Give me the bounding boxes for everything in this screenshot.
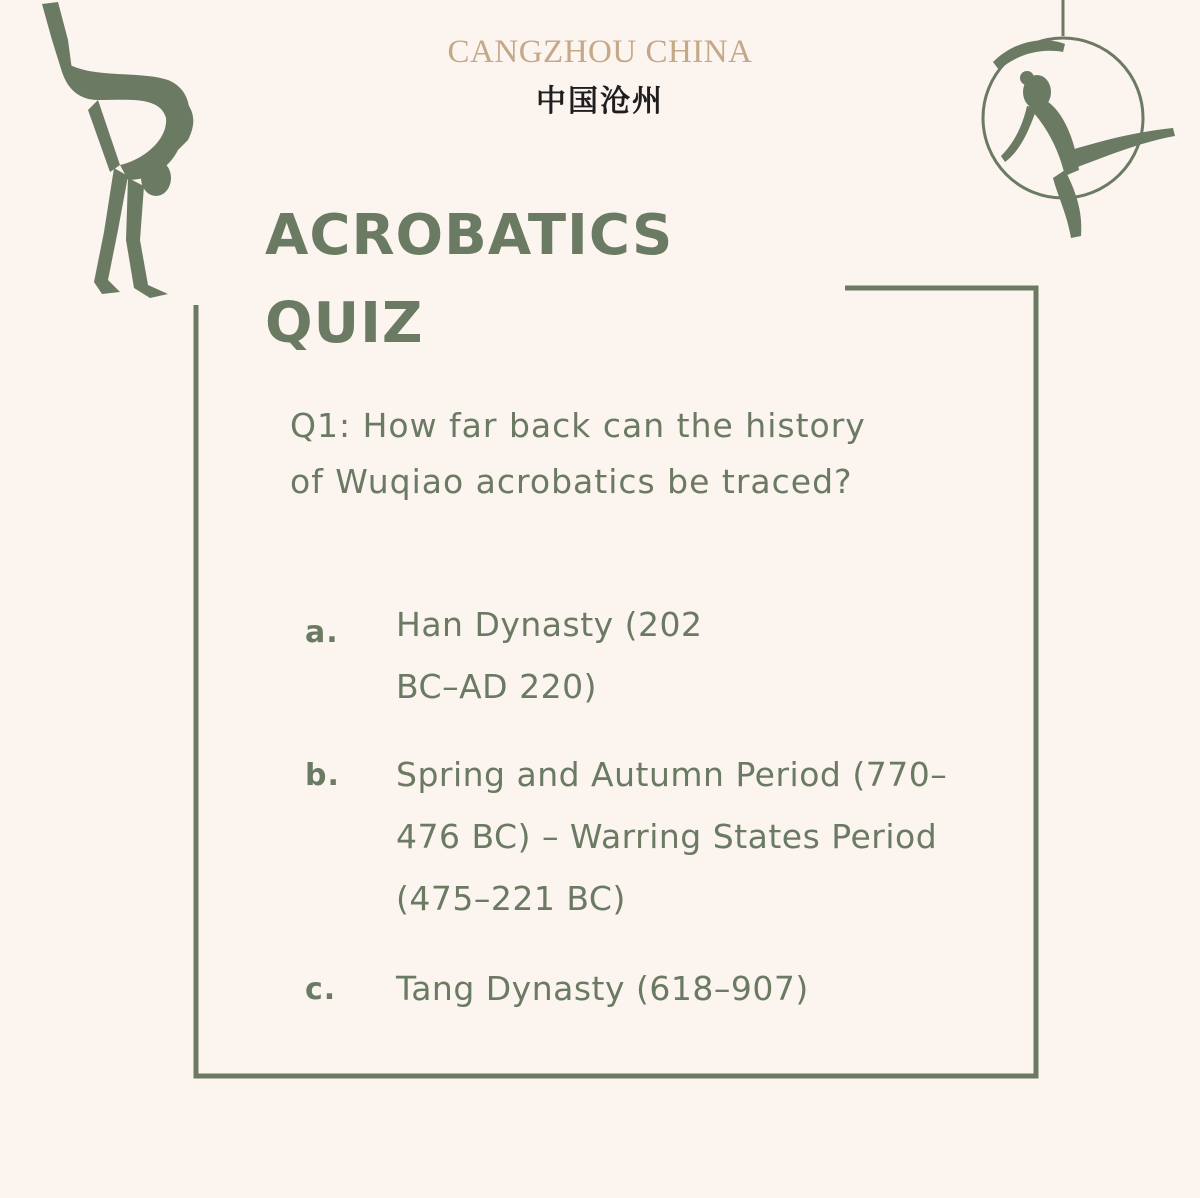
option-c-letter: c. bbox=[305, 972, 337, 1007]
brand-cn-text: 中国沧州 bbox=[536, 84, 664, 119]
title-line-1: ACROBATICS bbox=[265, 203, 674, 268]
brand-name: CANGZHOU CHINA bbox=[447, 34, 753, 70]
aerial-hoop-acrobat-icon bbox=[975, 0, 1195, 245]
handstand-acrobat-icon bbox=[28, 0, 208, 310]
option-a-text: Han Dynasty (202 BC–AD 220) bbox=[396, 605, 703, 706]
title-line-2: QUIZ bbox=[265, 291, 424, 356]
question-text: Q1: How far back can the history of Wuqiao acrobatics be traced? bbox=[290, 406, 866, 501]
option-b-letter: b. bbox=[305, 758, 340, 793]
option-c-text: Tang Dynasty (618–907) bbox=[396, 969, 809, 1008]
option-a-letter: a. bbox=[305, 615, 339, 650]
quiz-title bbox=[265, 192, 673, 368]
option-b-text: Spring and Autumn Period (770–476 BC) – Warring States Period (475–221 BC) bbox=[396, 755, 948, 918]
